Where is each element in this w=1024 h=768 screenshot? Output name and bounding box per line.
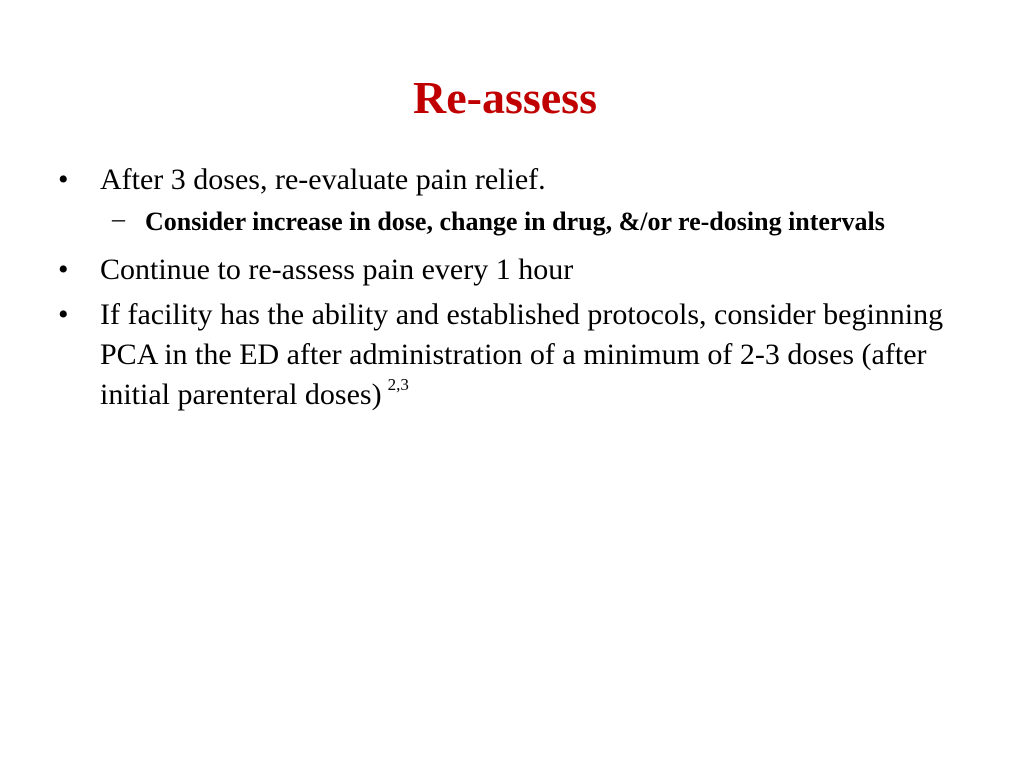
bullet-item [58, 250, 958, 290]
sub-bullet-item [100, 203, 958, 241]
bullet-text: After 3 doses, re-evaluate pain relief. [100, 163, 546, 196]
sub-bullet-marker: – [112, 204, 125, 233]
bullet-text: If facility has the ability and established protocols, consider beginning PCA in the ED after administration of a minimum of 2-3 doses (after initial parenteral doses) [100, 298, 944, 411]
bullet-item [58, 160, 958, 200]
citation-superscript: 2,3 [387, 375, 409, 394]
slide-title: Re-assess [413, 72, 597, 123]
bullet-list [58, 160, 958, 415]
bullet-marker: • [58, 253, 69, 286]
bullet-marker: • [58, 163, 69, 196]
bullet-text: Continue to re-assess pain every 1 hour [100, 253, 574, 286]
sub-bullet-text: Consider increase in dose, change in drug, &/or re-dosing intervals [145, 207, 885, 236]
bullet-item [58, 295, 958, 415]
bullet-marker: • [58, 298, 69, 331]
